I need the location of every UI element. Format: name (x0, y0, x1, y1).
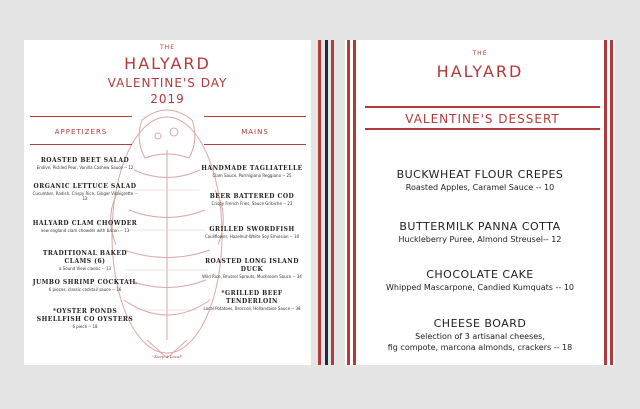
brand-prefix: THE (472, 50, 488, 57)
item-name: JUMBO SHRIMP COCKTAIL (32, 279, 138, 286)
item-description: Local Potatoes, Broccoli, Hollandaise Sauce -- 38 (203, 306, 301, 311)
title-bottom-rule (365, 128, 600, 130)
item-description: Roasted Apples, Caramel Sauce -- 10 (405, 183, 555, 192)
dessert-item (345, 220, 615, 245)
item-description: 6 pieces, classic cocktail sauce -- 16 (48, 287, 122, 292)
dessert-menu-card (345, 40, 615, 365)
item-description: Huckleberry Puree, Almond Streusel-- 12 (398, 235, 562, 244)
item-name: ROASTED BEET SALAD (40, 157, 130, 164)
menu-item (30, 157, 140, 170)
item-name: *GRILLED BEEF TENDERLOIN (221, 290, 283, 305)
item-name: *OYSTER PONDS SHELLFISH CO OYSTERS (36, 308, 134, 323)
item-description: Whipped Mascarpone, Candied Kumquats -- 10 (385, 283, 575, 292)
menu-item (30, 308, 140, 329)
item-description: Crispy French Fries, Sauce Gribiche -- 23 (211, 201, 293, 206)
item-name: TRADITIONAL BAKED CLAMS (6) (42, 250, 128, 265)
item-name: BUTTERMILK PANNA COTTA (399, 220, 561, 233)
mains-top-rule (204, 116, 306, 117)
item-name: CHOCOLATE CAKE (426, 268, 534, 281)
item-description-line-2: fig compote, marcona almonds, crackers -- 18 (387, 343, 573, 352)
item-description: Selection of 3 artisanal cheeses, (415, 332, 545, 341)
item-name: ORGANIC LETTUCE SALAD (33, 183, 137, 190)
menu-item (30, 250, 140, 271)
divider-stripe-red (318, 40, 321, 365)
item-name: GRILLED SWORDFISH (209, 226, 295, 233)
brand-name: HALYARD (436, 62, 524, 81)
item-description: Cauliflower, Hazelnut-White Soy Emulsion -- 30 (204, 234, 300, 239)
menu-item (196, 193, 308, 206)
appetizers-top-rule (30, 116, 132, 117)
item-name: ROASTED LONG ISLAND DUCK (205, 258, 299, 273)
brand-name: HALYARD (124, 54, 211, 73)
dinner-menu-card (24, 40, 311, 365)
mains-heading: MAINS (241, 128, 269, 136)
item-name: HALYARD CLAM CHOWDER (32, 220, 138, 227)
item-description: 6 piece -- 18 (72, 324, 98, 329)
menu-item (30, 183, 140, 201)
tagline: "Keep it Local" (152, 354, 183, 359)
item-name: BUCKWHEAT FLOUR CREPES (396, 168, 564, 181)
menu-subtitle: VALENTINE'S DAY (107, 76, 228, 90)
item-name: CHEESE BOARD (433, 317, 527, 330)
mains-bottom-rule (204, 144, 306, 145)
item-description: a Sound View classic -- 13 (58, 266, 112, 271)
item-description: Cucumber, Radish, Crispy Rice, Ginger Vinaigrette -- 12 (32, 191, 138, 201)
appetizers-heading: APPETIZERS (54, 128, 108, 136)
menu-item (30, 220, 140, 233)
menu-item (196, 165, 308, 178)
dessert-item (345, 168, 615, 193)
item-name: HANDMADE TAGLIATELLE (201, 165, 303, 172)
item-name: BEER BATTERED COD (209, 193, 295, 200)
item-description: new england clam chowder with bacon -- 13 (40, 228, 130, 233)
menu-item (30, 279, 140, 292)
menu-year: 2019 (150, 92, 185, 106)
item-description: Wild Rice, Brussel Sprouts, Mushroom Sauce -- 34 (202, 274, 302, 279)
menu-item (196, 258, 308, 279)
menu-item (196, 226, 308, 239)
item-description: Clam Sauce, Parmigiano Reggiano -- 25 (212, 173, 292, 178)
brand-prefix: THE (160, 44, 175, 51)
divider-stripe-navy (325, 40, 328, 365)
divider-stripe-red (331, 40, 334, 365)
dessert-title: VALENTINE'S DESSERT (405, 112, 560, 126)
title-top-rule (365, 106, 600, 108)
dessert-item (345, 317, 615, 353)
menu-item (196, 290, 308, 311)
appetizers-bottom-rule (30, 144, 132, 145)
item-description: Endive, Pickled Pear, Vanilla Cashew Sauce -- 12 (36, 165, 134, 170)
dessert-item (345, 268, 615, 293)
